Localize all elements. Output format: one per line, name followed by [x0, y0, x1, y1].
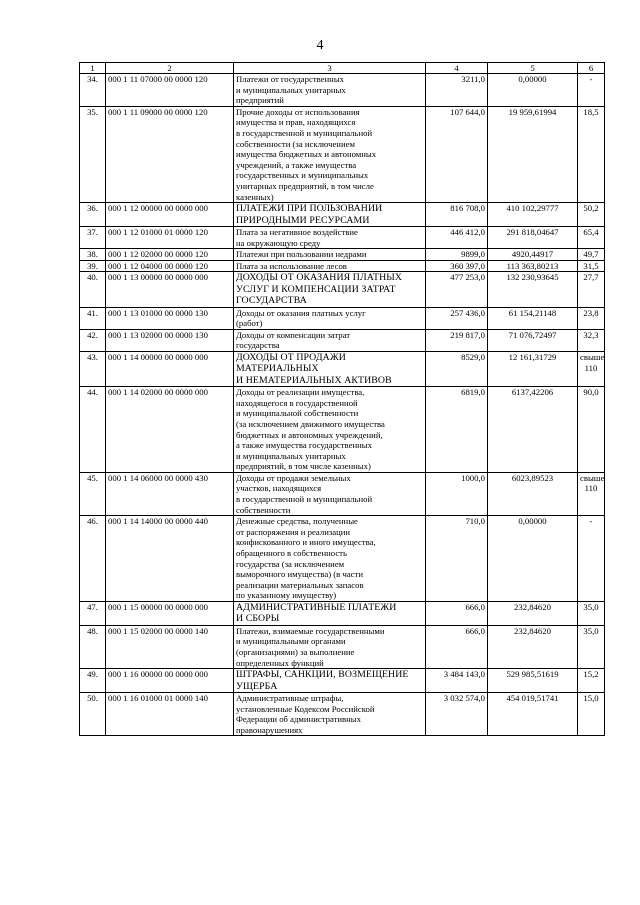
execution-percent: 32,3	[578, 329, 605, 351]
planned-amount: 816 708,0	[426, 203, 488, 227]
revenue-name: ПЛАТЕЖИ ПРИ ПОЛЬЗОВАНИИ ПРИРОДНЫМИ РЕСУРСАМИ	[234, 203, 426, 227]
budget-code: 000 1 13 01000 00 0000 130	[106, 307, 234, 329]
budget-code: 000 1 15 02000 00 0000 140	[106, 625, 234, 668]
budget-code: 000 1 14 14000 00 0000 440	[106, 516, 234, 602]
execution-percent: свыше 110	[578, 472, 605, 515]
execution-percent: 35,0	[578, 602, 605, 626]
row-number: 44.	[80, 387, 106, 473]
planned-amount: 6819,0	[426, 387, 488, 473]
table-row	[80, 387, 605, 473]
revenue-name: Доходы от реализации имущества, находящегося в государственной и муниципальной собственности (за исключением движимого имущества бюджетных и автономных учреждений, а также имущества государственных и муниципальных унитарных предприятий, в том числе казенных)	[234, 387, 426, 473]
table-row	[80, 272, 605, 307]
executed-amount: 6137,42206	[488, 387, 578, 473]
planned-amount: 3211,0	[426, 74, 488, 107]
column-header: 3	[234, 63, 426, 74]
executed-amount: 232,84620	[488, 602, 578, 626]
revenue-name: АДМИНИСТРАТИВНЫЕ ПЛАТЕЖИ И СБОРЫ	[234, 602, 426, 626]
execution-percent: 31,5	[578, 260, 605, 272]
row-number: 37.	[80, 226, 106, 248]
planned-amount: 107 644,0	[426, 106, 488, 202]
budget-code: 000 1 16 01000 01 0000 140	[106, 693, 234, 736]
planned-amount: 446 412,0	[426, 226, 488, 248]
table-row	[80, 74, 605, 107]
execution-percent: 18,5	[578, 106, 605, 202]
row-number: 35.	[80, 106, 106, 202]
row-number: 49.	[80, 669, 106, 693]
row-number: 39.	[80, 260, 106, 272]
execution-percent: 65,4	[578, 226, 605, 248]
column-header: 6	[578, 63, 605, 74]
row-number: 36.	[80, 203, 106, 227]
executed-amount: 19 959,61994	[488, 106, 578, 202]
execution-percent: 15,2	[578, 669, 605, 693]
row-number: 42.	[80, 329, 106, 351]
execution-percent: 90,0	[578, 387, 605, 473]
table-row	[80, 260, 605, 272]
execution-percent: 49,7	[578, 249, 605, 261]
revenue-name: Плата за негативное воздействие на окружающую среду	[234, 226, 426, 248]
execution-percent: -	[578, 74, 605, 107]
revenue-name: ДОХОДЫ ОТ ПРОДАЖИ МАТЕРИАЛЬНЫХ И НЕМАТЕРИАЛЬНЫХ АКТИВОВ	[234, 351, 426, 386]
revenue-table	[79, 62, 605, 736]
budget-code: 000 1 13 02000 00 0000 130	[106, 329, 234, 351]
row-number: 45.	[80, 472, 106, 515]
table-row	[80, 249, 605, 261]
row-number: 41.	[80, 307, 106, 329]
revenue-name: Административные штрафы, установленные Кодексом Российской Федерации об административных правонарушениях	[234, 693, 426, 736]
table-row	[80, 226, 605, 248]
execution-percent: свыше 110	[578, 351, 605, 386]
revenue-name: Денежные средства, полученные от распоряжения и реализации конфискованного и иного имущества, обращенного в собственность государства (за исключением выморочного имущества) (в части реализации материальных запасов по указанному имуществу)	[234, 516, 426, 602]
executed-amount: 529 985,51619	[488, 669, 578, 693]
planned-amount: 710,0	[426, 516, 488, 602]
table-header-row	[80, 63, 605, 74]
revenue-name: ШТРАФЫ, САНКЦИИ, ВОЗМЕЩЕНИЕ УЩЕРБА	[234, 669, 426, 693]
row-number: 43.	[80, 351, 106, 386]
planned-amount: 666,0	[426, 625, 488, 668]
planned-amount: 219 817,0	[426, 329, 488, 351]
planned-amount: 8529,0	[426, 351, 488, 386]
planned-amount: 1000,0	[426, 472, 488, 515]
executed-amount: 291 818,04647	[488, 226, 578, 248]
table-row	[80, 669, 605, 693]
row-number: 38.	[80, 249, 106, 261]
execution-percent: 15,0	[578, 693, 605, 736]
budget-code: 000 1 11 09000 00 0000 120	[106, 106, 234, 202]
budget-code: 000 1 12 04000 00 0000 120	[106, 260, 234, 272]
executed-amount: 454 019,51741	[488, 693, 578, 736]
budget-code: 000 1 12 00000 00 0000 000	[106, 203, 234, 227]
column-header: 2	[106, 63, 234, 74]
planned-amount: 666,0	[426, 602, 488, 626]
planned-amount: 3 484 143,0	[426, 669, 488, 693]
execution-percent: -	[578, 516, 605, 602]
column-header: 5	[488, 63, 578, 74]
row-number: 48.	[80, 625, 106, 668]
budget-code: 000 1 12 02000 00 0000 120	[106, 249, 234, 261]
revenue-name: Плата за использование лесов	[234, 260, 426, 272]
row-number: 50.	[80, 693, 106, 736]
executed-amount: 132 230,93645	[488, 272, 578, 307]
executed-amount: 6023,89523	[488, 472, 578, 515]
revenue-name: Доходы от оказания платных услуг (работ)	[234, 307, 426, 329]
revenue-name: Прочие доходы от использования имущества и прав, находящихся в государственной и муниципальной собственности (за исключением имущества бюджетных и автономных учреждений, а также имущества государственных и муниципальных унитарных предприятий, в том числе казенных)	[234, 106, 426, 202]
executed-amount: 12 161,31729	[488, 351, 578, 386]
budget-code: 000 1 13 00000 00 0000 000	[106, 272, 234, 307]
budget-code: 000 1 14 00000 00 0000 000	[106, 351, 234, 386]
table-row	[80, 106, 605, 202]
table-row	[80, 516, 605, 602]
executed-amount: 410 102,29777	[488, 203, 578, 227]
executed-amount: 71 076,72497	[488, 329, 578, 351]
budget-code: 000 1 14 02000 00 0000 000	[106, 387, 234, 473]
column-header: 1	[80, 63, 106, 74]
row-number: 47.	[80, 602, 106, 626]
execution-percent: 27,7	[578, 272, 605, 307]
table-row	[80, 329, 605, 351]
table-row	[80, 203, 605, 227]
budget-code: 000 1 12 01000 01 0000 120	[106, 226, 234, 248]
budget-code: 000 1 11 07000 00 0000 120	[106, 74, 234, 107]
planned-amount: 257 436,0	[426, 307, 488, 329]
row-number: 46.	[80, 516, 106, 602]
column-header: 4	[426, 63, 488, 74]
table-row	[80, 625, 605, 668]
table-row	[80, 307, 605, 329]
revenue-name: Платежи от государственных и муниципальных унитарных предприятий	[234, 74, 426, 107]
revenue-name: Платежи при пользовании недрами	[234, 249, 426, 261]
executed-amount: 61 154,21148	[488, 307, 578, 329]
budget-code: 000 1 16 00000 00 0000 000	[106, 669, 234, 693]
executed-amount: 4920,44917	[488, 249, 578, 261]
execution-percent: 23,8	[578, 307, 605, 329]
execution-percent: 50,2	[578, 203, 605, 227]
executed-amount: 113 363,80213	[488, 260, 578, 272]
revenue-name: Платежи, взимаемые государственными и муниципальными органами (организациями) за выполнение определенных функций	[234, 625, 426, 668]
row-number: 34.	[80, 74, 106, 107]
table-row	[80, 602, 605, 626]
row-number: 40.	[80, 272, 106, 307]
executed-amount: 0,00000	[488, 74, 578, 107]
planned-amount: 477 253,0	[426, 272, 488, 307]
planned-amount: 9899,0	[426, 249, 488, 261]
planned-amount: 360 397,0	[426, 260, 488, 272]
table-row	[80, 351, 605, 386]
page-number: 4	[316, 38, 324, 53]
executed-amount: 232,84620	[488, 625, 578, 668]
executed-amount: 0,00000	[488, 516, 578, 602]
budget-code: 000 1 15 00000 00 0000 000	[106, 602, 234, 626]
revenue-name: Доходы от компенсации затрат государства	[234, 329, 426, 351]
budget-code: 000 1 14 06000 00 0000 430	[106, 472, 234, 515]
execution-percent: 35,0	[578, 625, 605, 668]
planned-amount: 3 032 574,0	[426, 693, 488, 736]
revenue-name: Доходы от продажи земельных участков, находящихся в государственной и муниципальной собственности	[234, 472, 426, 515]
table-row	[80, 693, 605, 736]
table-row	[80, 472, 605, 515]
revenue-name: ДОХОДЫ ОТ ОКАЗАНИЯ ПЛАТНЫХ УСЛУГ И КОМПЕНСАЦИИ ЗАТРАТ ГОСУДАРСТВА	[234, 272, 426, 307]
